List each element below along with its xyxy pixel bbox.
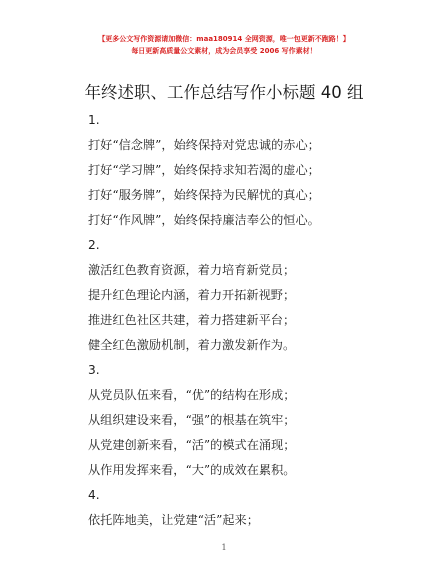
- promo-banner-line-2: 每日更新高质量公文素材，成为会员享受 2006 写作素材！: [131, 47, 317, 55]
- section-line: 打好“信念牌”，始终保持对党忠诚的赤心；: [88, 138, 320, 152]
- section-line: 激活红色教育资源，着力培育新党员；: [88, 263, 296, 277]
- section-line: 从作用发挥来看，“大”的成效在累积。: [88, 463, 296, 477]
- section-line: 打好“学习牌”，始终保持求知若渴的虚心；: [88, 163, 320, 177]
- section-line: 从组织建设来看，“强”的根基在筑牢；: [88, 413, 296, 427]
- section-number: 1.: [88, 113, 100, 127]
- section-line: 从党员队伍来看，“优”的结构在形成；: [88, 388, 296, 402]
- section-line: 从党建创新来看，“活”的模式在涌现；: [88, 438, 296, 452]
- section-line: 健全红色激励机制，着力激发新作为。: [88, 338, 296, 352]
- section-number: 3.: [88, 363, 100, 377]
- section-number: 2.: [88, 238, 100, 252]
- page-number: 1: [221, 543, 227, 552]
- section-line: 推进红色社区共建，着力搭建新平台；: [88, 313, 296, 327]
- section-line: 提升红色理论内涵，着力开拓新视野；: [88, 288, 296, 302]
- promo-banner-line-1: 【更多公文写作资源请加微信：maa180914 全网资源，唯一包更新不跑路！】: [98, 35, 350, 43]
- document-body: [88, 108, 388, 533]
- section-line: 打好“服务牌”，始终保持为民解忧的真心；: [88, 188, 320, 202]
- section-line: 依托阵地美，让党建“活”起来；: [88, 513, 259, 527]
- document-title: 年终述职、工作总结写作小标题 40 组: [84, 83, 364, 102]
- section-number: 4.: [88, 488, 100, 502]
- section-line: 打好“作风牌”，始终保持廉洁奉公的恒心。: [88, 213, 320, 227]
